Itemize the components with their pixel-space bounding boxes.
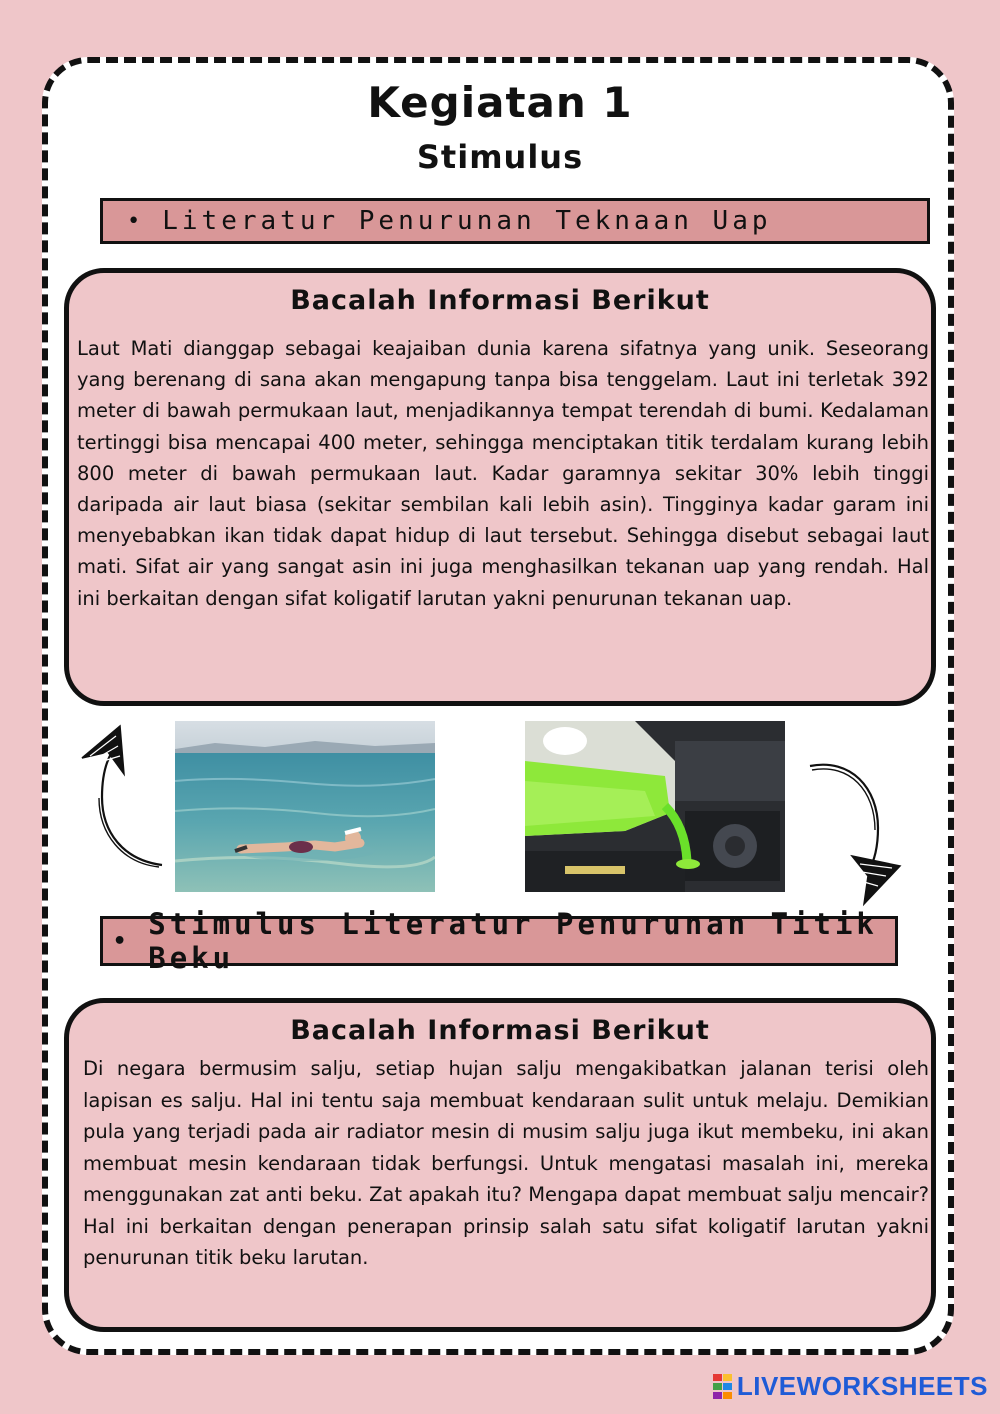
bullet-icon: •	[127, 208, 145, 234]
banner-label: Literatur Penurunan Teknaan Uap	[162, 206, 772, 236]
card-paragraph: Laut Mati dianggap sebagai keajaiban dunia karena sifatnya yang unik. Seseorang yang berenang di sana akan mengapung tanpa bisa tenggelam. Laut ini terletak 392 meter di bawah permukaan laut, menjadikannya tempat terendah di bumi. Kedalaman tertinggi bisa mencapai 400 meter, sehingga menciptakan titik terdalam kurang lebih 800 meter di bawah permukaan laut. Kadar garamnya sekitar 30% lebih tinggi daripada air laut biasa (sekitar sembilan kali lebih asin). Tingginya kadar garam ini menyebabkan ikan tidak dapat hidup di laut tersebut. Sehingga disebut sebagai laut mati. Sifat air yang sangat asin ini juga menghasilkan tekanan uap yang rendah. Hal ini berkaitan dengan sifat koligatif larutan yakni penurunan tekanan uap.	[77, 337, 929, 610]
info-card-vapor-pressure	[64, 268, 936, 706]
card-heading: Bacalah Informasi Berikut	[290, 1015, 710, 1046]
page-title: Kegiatan 1	[367, 78, 633, 127]
liveworksheets-watermark	[713, 1371, 988, 1402]
section-banner-vapor-pressure	[100, 198, 930, 244]
banner-label: Stimulus Literatur Penurunan Titik Beku	[148, 907, 878, 975]
green-antifreeze-pouring-into-radiator-photo	[525, 721, 785, 892]
curved-arrow-down-icon	[806, 758, 906, 908]
curved-arrow-up-icon	[78, 722, 170, 872]
watermark-text: LIVEWORKSHEETS	[736, 1371, 988, 1401]
liveworksheets-logo-icon	[713, 1374, 733, 1400]
section-banner-freezing-point	[100, 907, 898, 975]
card-heading: Bacalah Informasi Berikut	[290, 285, 710, 316]
person-floating-dead-sea-photo	[175, 721, 435, 892]
bullet-icon: •	[113, 928, 131, 954]
card-paragraph: Di negara bermusim salju, setiap hujan salju mengakibatkan jalanan terisi oleh lapisan es salju. Hal ini tentu saja membuat kendaraan sulit untuk melaju. Demikian pula yang terjadi pada air radiator mesin di musim salju juga ikut membeku, ini akan membuat mesin kendaraan tidak berfungsi. Untuk mengatasi masalah ini, mereka menggunakan zat anti beku. Zat apakah itu? Mengapa dapat membuat salju mencair? Hal ini berkaitan dengan penerapan prinsip salah satu sifat koligatif larutan yakni penurunan titik beku larutan.	[83, 1057, 929, 1269]
info-card-freezing-point	[64, 998, 936, 1332]
page-subtitle: Stimulus	[416, 138, 584, 176]
